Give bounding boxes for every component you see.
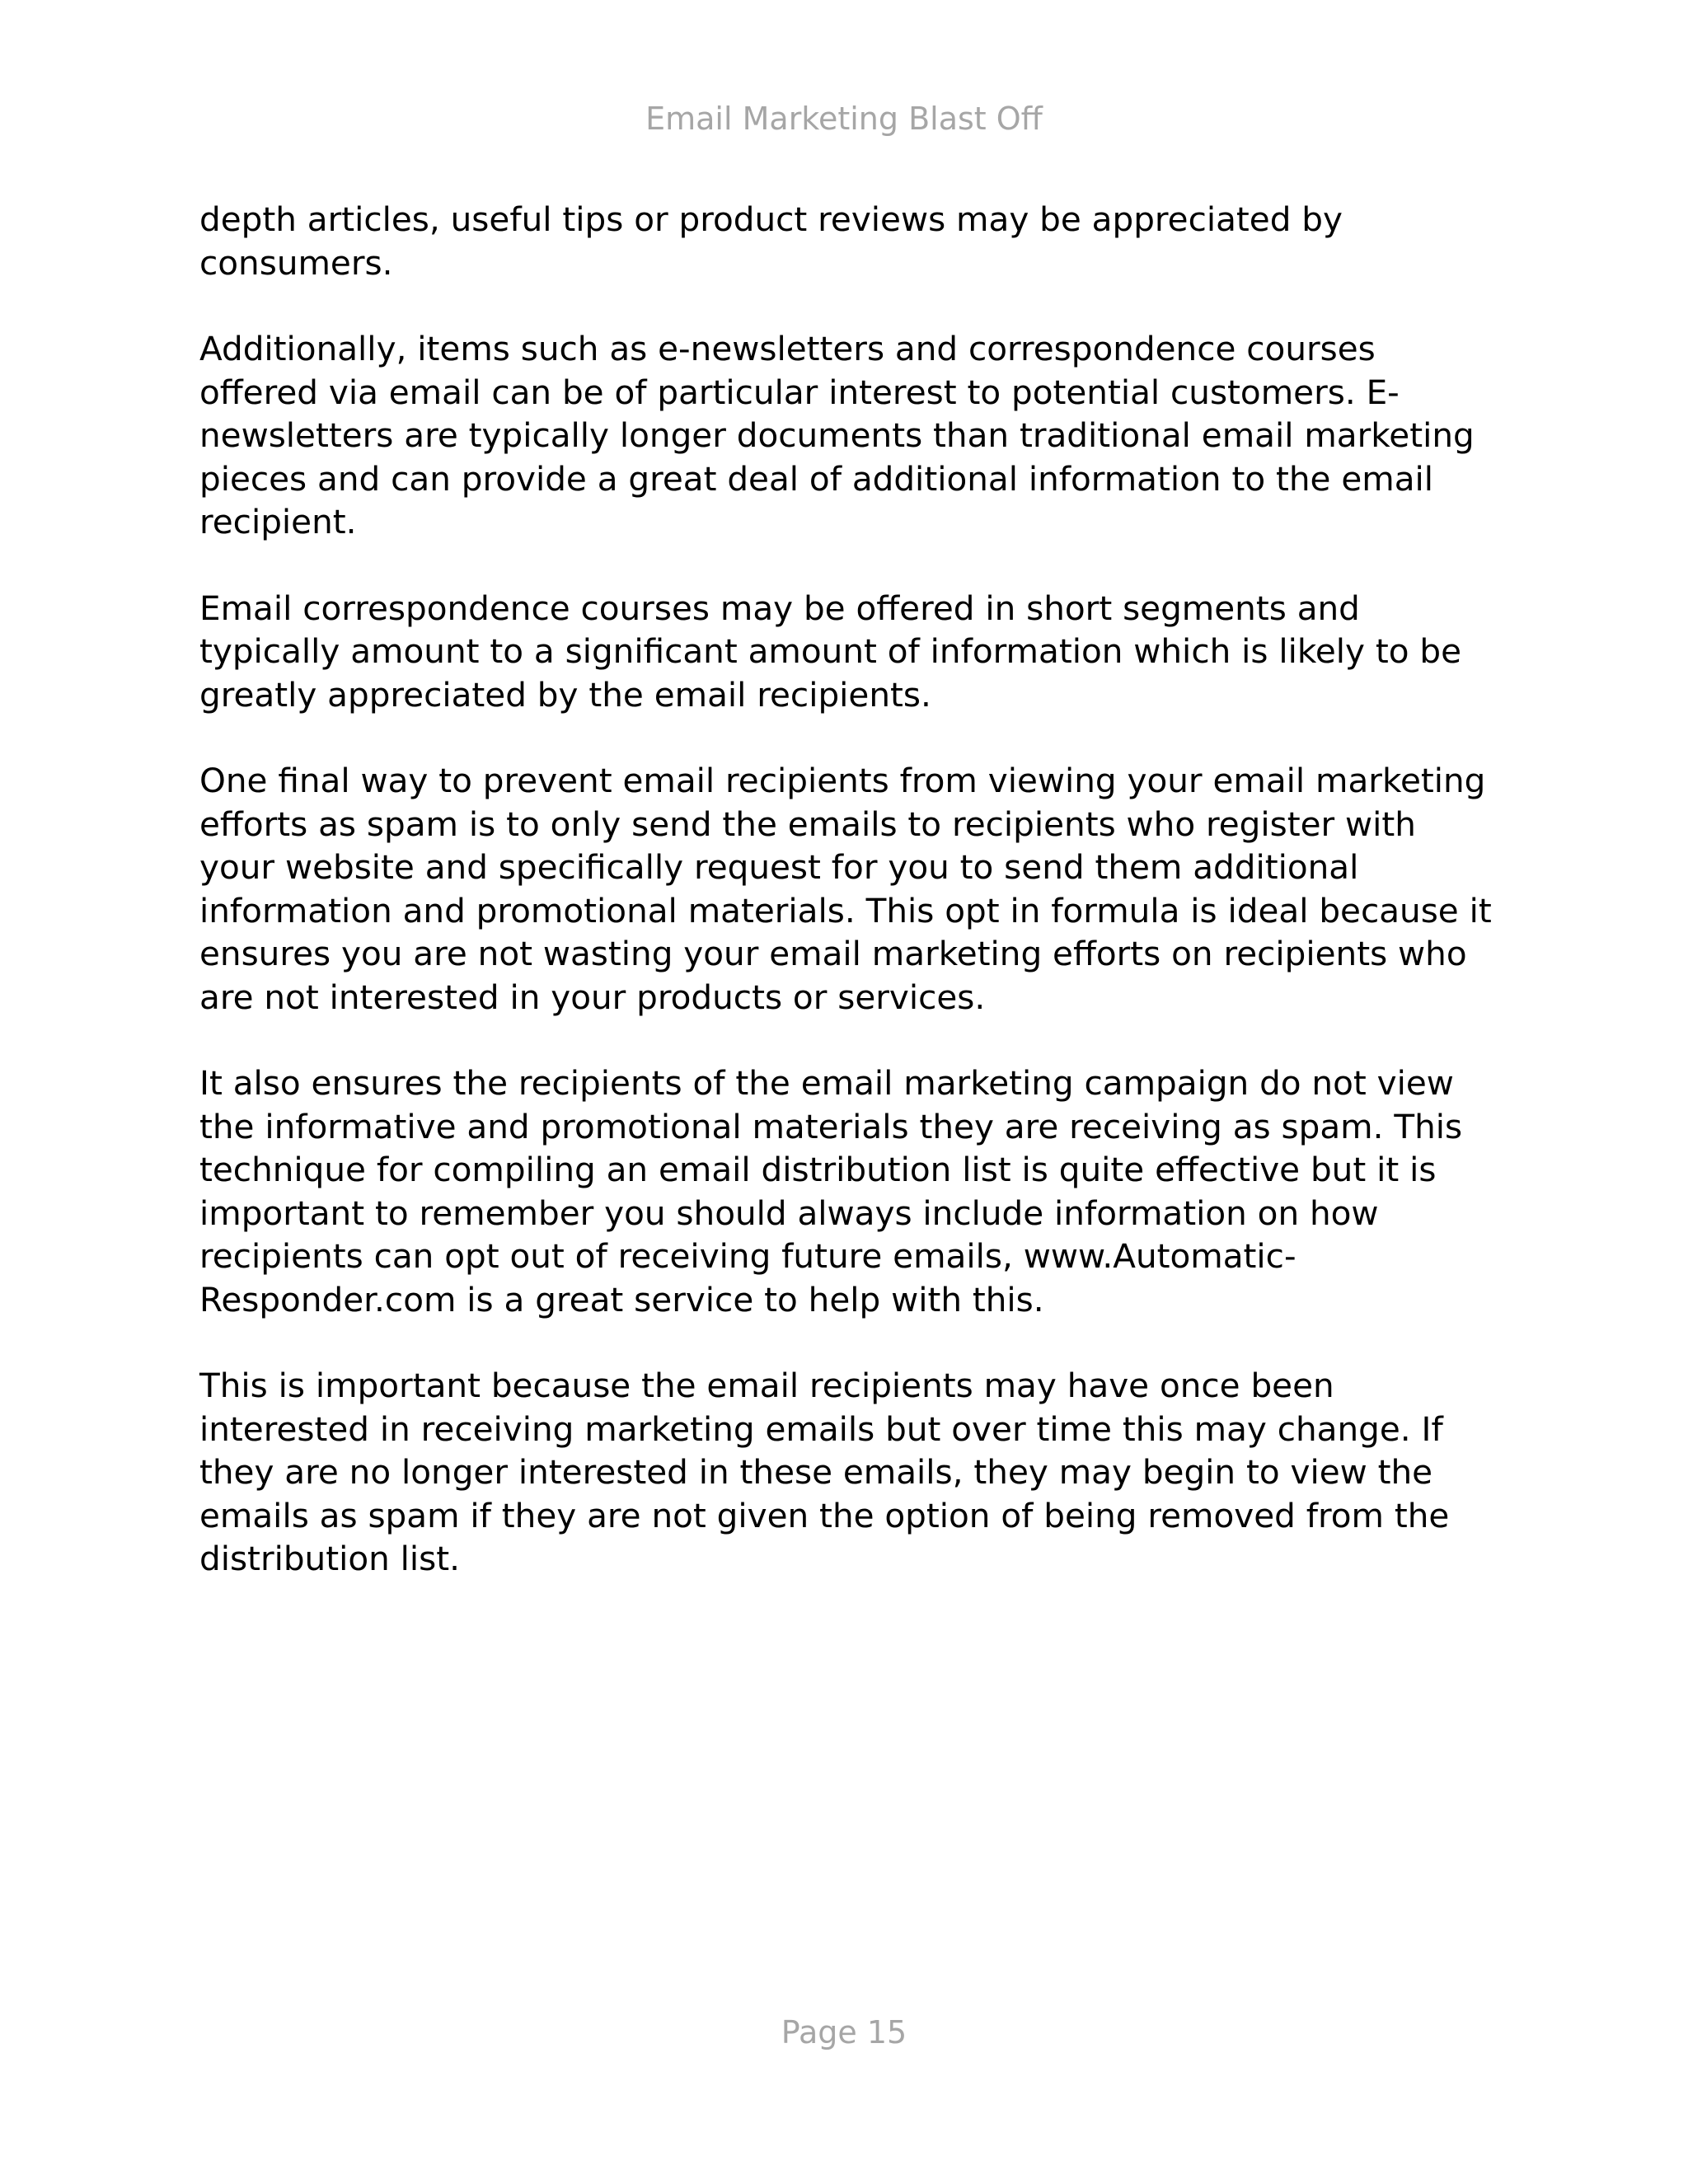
paragraph (199, 1364, 1502, 1581)
text-line: ensures you are not wasting your email marketing efforts on recipients who (199, 934, 1467, 973)
paragraph (199, 587, 1502, 717)
text-line: offered via email can be of particular interest to potential customers. E- (199, 372, 1400, 412)
text-line: consumers. (199, 242, 393, 283)
text-line: typically amount to a significant amount of information which is likely to be (199, 631, 1462, 671)
text-line: pieces and can provide a great deal of additional information to the email (199, 458, 1434, 499)
text-line: Responder.com is a great service to help with this. (199, 1279, 1044, 1319)
text-line: greatly appreciated by the email recipients. (199, 674, 931, 715)
page-number: Page 15 (781, 2014, 907, 2050)
text-line: recipient. (199, 502, 357, 541)
text-line: technique for compiling an email distribution list is quite effective but it is (199, 1150, 1437, 1189)
text-line: One final way to prevent email recipients from viewing your email marketing (199, 761, 1486, 800)
paragraph (199, 759, 1502, 1019)
text-line: they are no longer interested in these emails, they may begin to view the (199, 1452, 1433, 1492)
text-line: efforts as spam is to only send the emails to recipients who register with (199, 804, 1416, 844)
text-line: recipients can opt out of receiving future emails, www.Automatic- (199, 1236, 1296, 1276)
text-line: newsletters are typically longer documents than traditional email marketing (199, 415, 1475, 455)
text-line: the informative and promotional materials they are receiving as spam. This (199, 1106, 1463, 1146)
text-line: interested in receiving marketing emails but over time this may change. If (199, 1408, 1443, 1449)
paragraph (199, 1062, 1502, 1321)
text-line: emails as spam if they are not given the option of being removed from the (199, 1495, 1450, 1535)
text-line: are not interested in your products or services. (199, 977, 986, 1017)
text-line: This is important because the email recipients may have once been (199, 1366, 1334, 1405)
text-line: Additionally, items such as e-newsletters and correspondence courses (199, 329, 1376, 368)
text-line: information and promotional materials. This opt in formula is ideal because it (199, 890, 1492, 930)
paragraph (199, 327, 1502, 544)
paragraph (199, 198, 1502, 284)
running-header: Email Marketing Blast Off (645, 101, 1043, 137)
body-text (199, 198, 1502, 1624)
text-line: your website and specifically request for you to send them additional (199, 847, 1359, 887)
text-line: important to remember you should always include information on how (199, 1193, 1379, 1233)
text-line: depth articles, useful tips or product reviews may be appreciated by (199, 199, 1343, 239)
text-line: Email correspondence courses may be offered in short segments and (199, 588, 1360, 628)
text-line: distribution list. (199, 1539, 461, 1578)
text-line: It also ensures the recipients of the email marketing campaign do not view (199, 1063, 1454, 1103)
